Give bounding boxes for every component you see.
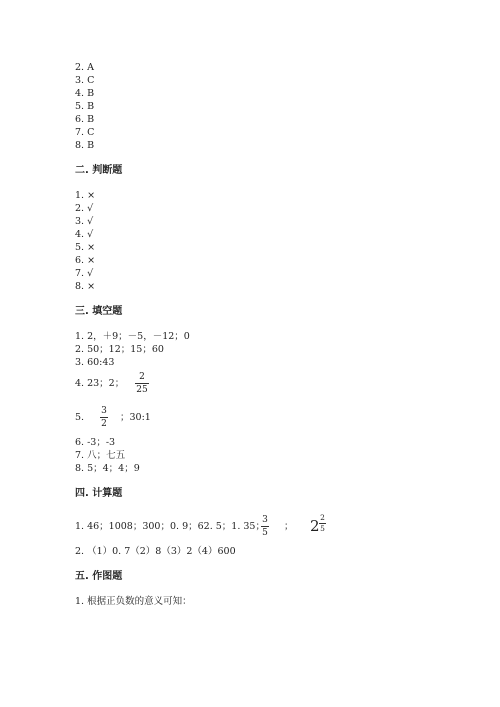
section-title-fill-blank: 三. 填空题 <box>75 306 123 317</box>
calc-answer-1-mixed-whole: 2 <box>310 517 320 535</box>
tf-answer-6: 6. × <box>75 255 96 266</box>
fill-answer-8: 8. 5；4；4；9 <box>75 463 140 474</box>
fraction-bar <box>100 417 108 418</box>
calc-answer-1-mixed-fraction <box>319 514 326 533</box>
fill-answer-3: 3. 60:43 <box>75 357 115 368</box>
tf-answer-7: 7. √ <box>75 268 94 279</box>
tf-answer-1: 1. × <box>75 190 96 201</box>
choice-answer-4: 4. B <box>75 88 95 99</box>
drawing-answer-1: 1. 根据正负数的意义可知： <box>75 596 192 607</box>
fill-answer-4-prefix: 4. 23；2； <box>75 378 125 389</box>
tf-answer-3: 3. √ <box>75 216 94 227</box>
fill-answer-2: 2. 50；12；15；60 <box>75 344 164 355</box>
choice-answer-5: 5. B <box>75 101 95 112</box>
fill-answer-5-prefix: 5. <box>75 412 85 423</box>
fill-answer-6: 6. -3；-3 <box>75 437 116 448</box>
calc-answer-1-fraction <box>261 515 269 538</box>
fraction-denominator: 5 <box>262 528 268 538</box>
fraction-numerator: 2 <box>139 372 145 382</box>
fill-answer-5-fraction <box>100 406 108 429</box>
choice-answer-2: 2. A <box>75 62 94 73</box>
tf-answer-8: 8. × <box>75 281 96 292</box>
tf-answer-2: 2. √ <box>75 203 94 214</box>
fill-answer-5-suffix: ；30:1 <box>120 412 151 423</box>
section-title-true-false: 二. 判断题 <box>75 165 123 176</box>
fraction-numerator: 2 <box>320 513 325 522</box>
tf-answer-4: 4. √ <box>75 229 94 240</box>
fill-answer-7: 7. 八；七五 <box>75 450 126 461</box>
fraction-denominator: 2 <box>101 419 107 429</box>
calc-answer-1-prefix: 1. 46；1008；300；0. 9；62. 5；1. 35； <box>75 521 265 532</box>
fraction-denominator: 25 <box>136 385 148 395</box>
calc-answer-2: 2. （1）0. 7（2）8（3）2（4）600 <box>75 546 236 557</box>
section-title-drawing: 五. 作图题 <box>75 571 123 582</box>
calc-answer-1-separator: ； <box>284 521 294 532</box>
choice-answer-7: 7. C <box>75 127 95 138</box>
fill-answer-4-fraction <box>135 372 149 395</box>
section-title-calculation: 四. 计算题 <box>75 488 123 499</box>
fraction-numerator: 3 <box>262 515 268 525</box>
choice-answer-8: 8. B <box>75 140 95 151</box>
choice-answer-3: 3. C <box>75 75 95 86</box>
fill-answer-1: 1. 2，＋9；－5，－12；0 <box>75 331 190 342</box>
choice-answer-6: 6. B <box>75 114 95 125</box>
fraction-numerator: 3 <box>101 406 107 416</box>
fraction-denominator: 5 <box>320 524 325 533</box>
fraction-bar <box>135 383 149 384</box>
tf-answer-5: 5. × <box>75 242 96 253</box>
fraction-bar <box>261 526 269 527</box>
